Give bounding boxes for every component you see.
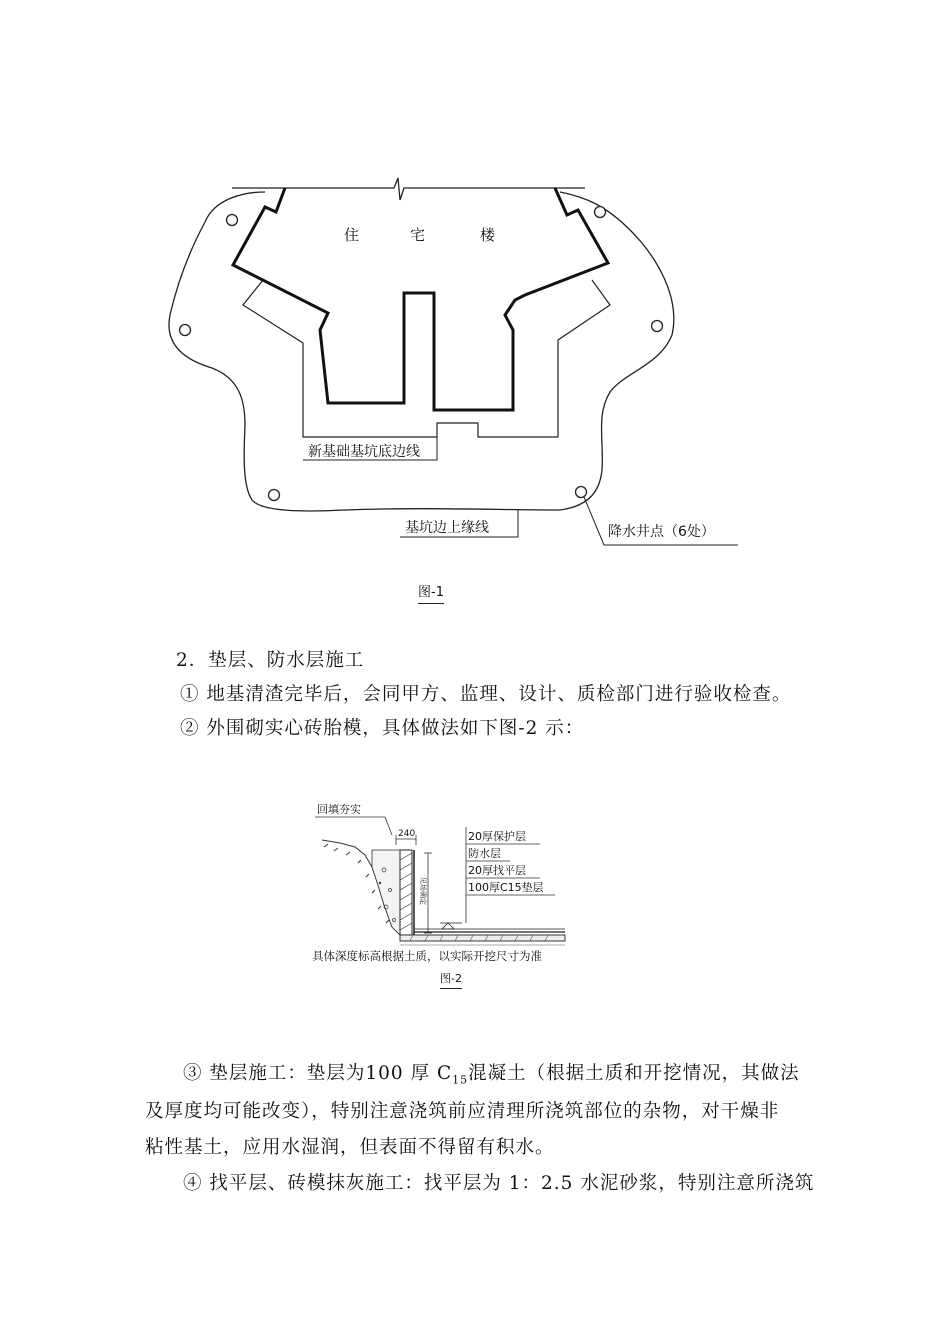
figure-2-caption: 图-2 [440,970,462,989]
layer-label-3: 20厚找平层 [468,864,526,877]
brick-mould-wall [400,850,412,935]
well-point-3 [180,325,191,336]
item-4-line-1: ④ 找平层、砖模抹灰施工：找平层为 1：2.5 水泥砂浆，特别注意所浇筑 [183,1173,815,1194]
item-3-line-1 [183,1057,800,1098]
item-3-prefix: ③ 垫层施工：垫层为100 厚 C [183,1063,453,1084]
well-point-1 [227,215,238,226]
layer-label-4: 100厚C15垫层 [468,881,544,894]
building-label-char-1: 住 [344,226,360,244]
well-point-6 [576,487,587,498]
backfill-label: 回填夯实 [317,803,361,816]
cushion-layer [400,935,565,941]
section-heading: 2．垫层、防水层施工 [176,650,365,671]
figure-2-section-detail [300,795,620,995]
item-3-subscript: 15 [452,1073,469,1087]
well-point-4 [652,321,663,332]
section-item-1: ① 地基清渣完毕后，会同甲方、监理、设计、质检部门进行验收检查。 [180,684,792,705]
section-item-2: ② 外围砌实心砖胎模，具体做法如下图-2 示： [180,718,585,739]
figure-1-caption: 图-1 [418,581,444,604]
item-3-rest: 混凝土（根据土质和开挖情况，其做法 [468,1063,800,1084]
vertical-dimension-label: 见场确定 [419,877,427,905]
well-point-2 [595,207,606,218]
pit-bottom-edge-outline [243,280,610,437]
backfill-area [372,850,400,935]
item-3-line-2: 及厚度均可能改变），特别注意浇筑前应清理所浇筑部位的杂物，对干燥非 [145,1101,780,1122]
dimension-240: 240 [398,829,416,839]
wells-label: 降水井点（6处） [608,524,715,540]
building-label-char-2: 宅 [410,226,426,244]
figure-1-site-plan [0,0,950,620]
item-3-line-3: 粘性基土，应用水湿润，但表面不得留有积水。 [145,1137,555,1158]
pit-bottom-label: 新基础基坑底边线 [308,444,420,460]
figure-2-note: 具体深度标高根据土质，以实际开挖尺寸为准 [312,949,542,963]
building-label-char-3: 楼 [480,226,496,244]
layer-label-2: 防水层 [468,847,501,860]
building-outline [233,188,608,410]
pit-top-label: 基坑边上缘线 [405,520,489,536]
well-point-5 [269,490,280,501]
layer-label-1: 20厚保护层 [468,830,526,843]
